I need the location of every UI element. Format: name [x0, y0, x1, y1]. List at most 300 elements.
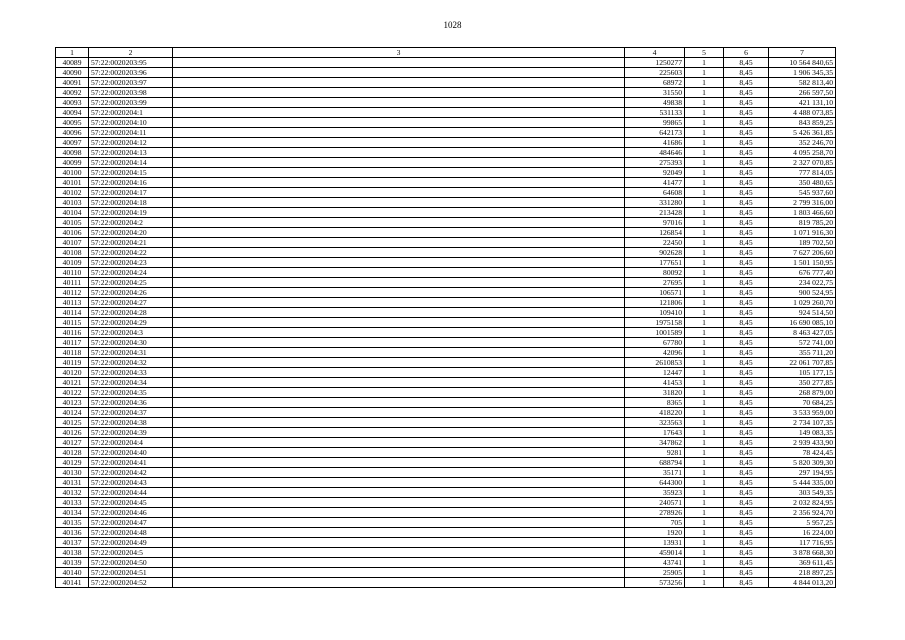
rate-cell: 8,45 — [724, 58, 769, 68]
row-number-cell: 40126 — [56, 428, 89, 438]
rate-cell: 8,45 — [724, 258, 769, 268]
rate-cell: 8,45 — [724, 288, 769, 298]
page-number: 1028 — [443, 20, 462, 30]
coefficient-cell: 1 — [685, 318, 724, 328]
description-cell — [173, 408, 625, 418]
cadastral-value-cell: 924 514,50 — [769, 308, 836, 318]
row-number-cell: 40109 — [56, 258, 89, 268]
cadastral-number-cell: 57:22:0020204:11 — [89, 128, 173, 138]
row-number-cell: 40102 — [56, 188, 89, 198]
table-row — [56, 278, 836, 288]
area-cell: 49838 — [625, 98, 685, 108]
rate-cell: 8,45 — [724, 478, 769, 488]
row-number-cell: 40127 — [56, 438, 89, 448]
description-cell — [173, 58, 625, 68]
row-number-cell: 40101 — [56, 178, 89, 188]
area-cell: 80092 — [625, 268, 685, 278]
coefficient-cell: 1 — [685, 108, 724, 118]
cadastral-value-cell: 676 777,40 — [769, 268, 836, 278]
rate-cell: 8,45 — [724, 548, 769, 558]
area-cell: 278926 — [625, 508, 685, 518]
description-cell — [173, 338, 625, 348]
description-cell — [173, 188, 625, 198]
description-cell — [173, 488, 625, 498]
cadastral-value-cell: 2 734 107,35 — [769, 418, 836, 428]
rate-cell: 8,45 — [724, 308, 769, 318]
coefficient-cell: 1 — [685, 448, 724, 458]
coefficient-cell: 1 — [685, 518, 724, 528]
area-cell: 97016 — [625, 218, 685, 228]
area-cell: 225603 — [625, 68, 685, 78]
row-number-cell: 40094 — [56, 108, 89, 118]
row-number-cell: 40091 — [56, 78, 89, 88]
table-row — [56, 478, 836, 488]
cadastral-number-cell: 57:22:0020204:21 — [89, 238, 173, 248]
area-cell: 642173 — [625, 128, 685, 138]
cadastral-value-cell: 218 897,25 — [769, 568, 836, 578]
coefficient-cell: 1 — [685, 98, 724, 108]
cadastral-number-cell: 57:22:0020204:27 — [89, 298, 173, 308]
row-number-cell: 40135 — [56, 518, 89, 528]
cadastral-number-cell: 57:22:0020204:34 — [89, 378, 173, 388]
table-row — [56, 468, 836, 478]
rate-cell: 8,45 — [724, 68, 769, 78]
cadastral-number-cell: 57:22:0020203:97 — [89, 78, 173, 88]
cadastral-value-cell: 78 424,45 — [769, 448, 836, 458]
area-cell: 109410 — [625, 308, 685, 318]
row-number-cell: 40103 — [56, 198, 89, 208]
rate-cell: 8,45 — [724, 398, 769, 408]
description-cell — [173, 238, 625, 248]
table-row — [56, 98, 836, 108]
table-row — [56, 488, 836, 498]
cadastral-value-cell: 4 844 013,20 — [769, 578, 836, 588]
area-cell: 25905 — [625, 568, 685, 578]
rate-cell: 8,45 — [724, 378, 769, 388]
coefficient-cell: 1 — [685, 538, 724, 548]
table-row — [56, 228, 836, 238]
cadastral-value-cell: 3 533 959,00 — [769, 408, 836, 418]
rate-cell: 8,45 — [724, 218, 769, 228]
column-header-1: 1 — [56, 48, 89, 58]
row-number-cell: 40105 — [56, 218, 89, 228]
cadastral-value-cell: 350 277,85 — [769, 378, 836, 388]
cadastral-value-cell: 70 684,25 — [769, 398, 836, 408]
rate-cell: 8,45 — [724, 568, 769, 578]
cadastral-number-cell: 57:22:0020204:23 — [89, 258, 173, 268]
coefficient-cell: 1 — [685, 258, 724, 268]
area-cell: 17643 — [625, 428, 685, 438]
area-cell: 418220 — [625, 408, 685, 418]
table-row — [56, 358, 836, 368]
coefficient-cell: 1 — [685, 468, 724, 478]
cadastral-number-cell: 57:22:0020204:43 — [89, 478, 173, 488]
cadastral-number-cell: 57:22:0020204:49 — [89, 538, 173, 548]
area-cell: 2610853 — [625, 358, 685, 368]
description-cell — [173, 178, 625, 188]
cadastral-value-cell: 777 814,05 — [769, 168, 836, 178]
description-cell — [173, 528, 625, 538]
coefficient-cell: 1 — [685, 438, 724, 448]
table-row — [56, 388, 836, 398]
cadastral-value-cell: 7 627 206,60 — [769, 248, 836, 258]
cadastral-number-cell: 57:22:0020204:22 — [89, 248, 173, 258]
coefficient-cell: 1 — [685, 238, 724, 248]
description-cell — [173, 508, 625, 518]
cadastral-number-cell: 57:22:0020203:96 — [89, 68, 173, 78]
area-cell: 331280 — [625, 198, 685, 208]
cadastral-value-cell: 2 939 433,90 — [769, 438, 836, 448]
area-cell: 323563 — [625, 418, 685, 428]
cadastral-number-cell: 57:22:0020204:44 — [89, 488, 173, 498]
coefficient-cell: 1 — [685, 368, 724, 378]
row-number-cell: 40107 — [56, 238, 89, 248]
area-cell: 43741 — [625, 558, 685, 568]
cadastral-number-cell: 57:22:0020204:30 — [89, 338, 173, 348]
description-cell — [173, 98, 625, 108]
coefficient-cell: 1 — [685, 118, 724, 128]
cadastral-value-cell: 421 131,10 — [769, 98, 836, 108]
area-cell: 1250277 — [625, 58, 685, 68]
row-number-cell: 40106 — [56, 228, 89, 238]
cadastral-number-cell: 57:22:0020204:24 — [89, 268, 173, 278]
table-row — [56, 58, 836, 68]
description-cell — [173, 458, 625, 468]
coefficient-cell: 1 — [685, 408, 724, 418]
coefficient-cell: 1 — [685, 178, 724, 188]
cadastral-value-cell: 8 463 427,05 — [769, 328, 836, 338]
table-row — [56, 448, 836, 458]
table-row — [56, 68, 836, 78]
cadastral-number-cell: 57:22:0020204:18 — [89, 198, 173, 208]
area-cell: 22450 — [625, 238, 685, 248]
rate-cell: 8,45 — [724, 168, 769, 178]
coefficient-cell: 1 — [685, 88, 724, 98]
table-row — [56, 308, 836, 318]
rate-cell: 8,45 — [724, 128, 769, 138]
cadastral-value-table — [55, 47, 836, 588]
table-row — [56, 148, 836, 158]
description-cell — [173, 438, 625, 448]
area-cell: 8365 — [625, 398, 685, 408]
rate-cell: 8,45 — [724, 98, 769, 108]
description-cell — [173, 228, 625, 238]
rate-cell: 8,45 — [724, 108, 769, 118]
row-number-cell: 40124 — [56, 408, 89, 418]
cadastral-number-cell: 57:22:0020204:1 — [89, 108, 173, 118]
table-row — [56, 258, 836, 268]
rate-cell: 8,45 — [724, 78, 769, 88]
cadastral-number-cell: 57:22:0020204:10 — [89, 118, 173, 128]
description-cell — [173, 268, 625, 278]
cadastral-value-cell: 268 879,00 — [769, 388, 836, 398]
coefficient-cell: 1 — [685, 58, 724, 68]
coefficient-cell: 1 — [685, 228, 724, 238]
row-number-cell: 40110 — [56, 268, 89, 278]
area-cell: 347862 — [625, 438, 685, 448]
description-cell — [173, 568, 625, 578]
row-number-cell: 40119 — [56, 358, 89, 368]
cadastral-value-cell: 1 029 260,70 — [769, 298, 836, 308]
cadastral-number-cell: 57:22:0020204:26 — [89, 288, 173, 298]
cadastral-number-cell: 57:22:0020204:13 — [89, 148, 173, 158]
row-number-cell: 40117 — [56, 338, 89, 348]
cadastral-value-cell: 16 690 085,10 — [769, 318, 836, 328]
table-row — [56, 118, 836, 128]
area-cell: 99865 — [625, 118, 685, 128]
area-cell: 1001589 — [625, 328, 685, 338]
cadastral-value-cell: 189 702,50 — [769, 238, 836, 248]
area-cell: 13931 — [625, 538, 685, 548]
description-cell — [173, 428, 625, 438]
table-row — [56, 348, 836, 358]
coefficient-cell: 1 — [685, 168, 724, 178]
rate-cell: 8,45 — [724, 278, 769, 288]
rate-cell: 8,45 — [724, 208, 769, 218]
cadastral-value-cell: 266 597,50 — [769, 88, 836, 98]
cadastral-value-cell: 297 194,95 — [769, 468, 836, 478]
row-number-cell: 40125 — [56, 418, 89, 428]
description-cell — [173, 128, 625, 138]
cadastral-value-cell: 819 785,20 — [769, 218, 836, 228]
cadastral-number-cell: 57:22:0020204:51 — [89, 568, 173, 578]
coefficient-cell: 1 — [685, 348, 724, 358]
coefficient-cell: 1 — [685, 388, 724, 398]
description-cell — [173, 208, 625, 218]
table-row — [56, 128, 836, 138]
description-cell — [173, 198, 625, 208]
cadastral-value-cell: 5 957,25 — [769, 518, 836, 528]
rate-cell: 8,45 — [724, 408, 769, 418]
table-row — [56, 78, 836, 88]
cadastral-number-cell: 57:22:0020204:5 — [89, 548, 173, 558]
table-row — [56, 458, 836, 468]
area-cell: 42096 — [625, 348, 685, 358]
description-cell — [173, 448, 625, 458]
cadastral-value-cell: 5 426 361,85 — [769, 128, 836, 138]
cadastral-value-cell: 117 716,95 — [769, 538, 836, 548]
coefficient-cell: 1 — [685, 218, 724, 228]
coefficient-cell: 1 — [685, 418, 724, 428]
row-number-cell: 40134 — [56, 508, 89, 518]
rate-cell: 8,45 — [724, 468, 769, 478]
row-number-cell: 40095 — [56, 118, 89, 128]
description-cell — [173, 258, 625, 268]
rate-cell: 8,45 — [724, 498, 769, 508]
area-cell: 35171 — [625, 468, 685, 478]
cadastral-number-cell: 57:22:0020204:3 — [89, 328, 173, 338]
cadastral-number-cell: 57:22:0020204:31 — [89, 348, 173, 358]
table-row — [56, 578, 836, 588]
cadastral-number-cell: 57:22:0020204:33 — [89, 368, 173, 378]
table-row — [56, 378, 836, 388]
cadastral-value-cell: 5 820 309,30 — [769, 458, 836, 468]
coefficient-cell: 1 — [685, 128, 724, 138]
table-row — [56, 208, 836, 218]
description-cell — [173, 518, 625, 528]
cadastral-number-cell: 57:22:0020204:47 — [89, 518, 173, 528]
rate-cell: 8,45 — [724, 418, 769, 428]
table-row — [56, 558, 836, 568]
cadastral-value-cell: 234 022,75 — [769, 278, 836, 288]
coefficient-cell: 1 — [685, 528, 724, 538]
rate-cell: 8,45 — [724, 368, 769, 378]
cadastral-number-cell: 57:22:0020204:2 — [89, 218, 173, 228]
table-row — [56, 398, 836, 408]
column-header-5: 5 — [685, 48, 724, 58]
cadastral-number-cell: 57:22:0020204:29 — [89, 318, 173, 328]
rate-cell: 8,45 — [724, 328, 769, 338]
rate-cell: 8,45 — [724, 138, 769, 148]
description-cell — [173, 548, 625, 558]
coefficient-cell: 1 — [685, 488, 724, 498]
coefficient-cell: 1 — [685, 398, 724, 408]
table-row — [56, 428, 836, 438]
row-number-cell: 40128 — [56, 448, 89, 458]
row-number-cell: 40096 — [56, 128, 89, 138]
row-number-cell: 40104 — [56, 208, 89, 218]
row-number-cell: 40097 — [56, 138, 89, 148]
cadastral-value-cell: 4 095 258,70 — [769, 148, 836, 158]
description-cell — [173, 118, 625, 128]
cadastral-number-cell: 57:22:0020204:40 — [89, 448, 173, 458]
area-cell: 12447 — [625, 368, 685, 378]
description-cell — [173, 478, 625, 488]
description-cell — [173, 88, 625, 98]
table-row — [56, 198, 836, 208]
description-cell — [173, 558, 625, 568]
area-cell: 240571 — [625, 498, 685, 508]
cadastral-number-cell: 57:22:0020204:15 — [89, 168, 173, 178]
cadastral-number-cell: 57:22:0020204:36 — [89, 398, 173, 408]
table-row — [56, 508, 836, 518]
table-row — [56, 368, 836, 378]
rate-cell: 8,45 — [724, 178, 769, 188]
area-cell: 31550 — [625, 88, 685, 98]
row-number-cell: 40114 — [56, 308, 89, 318]
area-cell: 31820 — [625, 388, 685, 398]
cadastral-value-cell: 355 711,20 — [769, 348, 836, 358]
coefficient-cell: 1 — [685, 188, 724, 198]
area-cell: 688794 — [625, 458, 685, 468]
description-cell — [173, 78, 625, 88]
coefficient-cell: 1 — [685, 208, 724, 218]
coefficient-cell: 1 — [685, 548, 724, 558]
cadastral-number-cell: 57:22:0020203:95 — [89, 58, 173, 68]
column-header-3: 3 — [173, 48, 625, 58]
table-row — [56, 328, 836, 338]
row-number-cell: 40116 — [56, 328, 89, 338]
cadastral-number-cell: 57:22:0020204:32 — [89, 358, 173, 368]
description-cell — [173, 418, 625, 428]
rate-cell: 8,45 — [724, 438, 769, 448]
area-cell: 35923 — [625, 488, 685, 498]
cadastral-number-cell: 57:22:0020204:38 — [89, 418, 173, 428]
cadastral-number-cell: 57:22:0020204:50 — [89, 558, 173, 568]
row-number-cell: 40139 — [56, 558, 89, 568]
area-cell: 573256 — [625, 578, 685, 588]
description-cell — [173, 138, 625, 148]
area-cell: 275393 — [625, 158, 685, 168]
row-number-cell: 40131 — [56, 478, 89, 488]
table-row — [56, 438, 836, 448]
coefficient-cell: 1 — [685, 78, 724, 88]
cadastral-value-cell: 22 061 707,85 — [769, 358, 836, 368]
cadastral-number-cell: 57:22:0020204:14 — [89, 158, 173, 168]
description-cell — [173, 68, 625, 78]
rate-cell: 8,45 — [724, 348, 769, 358]
row-number-cell: 40093 — [56, 98, 89, 108]
cadastral-number-cell: 57:22:0020204:28 — [89, 308, 173, 318]
row-number-cell: 40108 — [56, 248, 89, 258]
coefficient-cell: 1 — [685, 568, 724, 578]
coefficient-cell: 1 — [685, 138, 724, 148]
description-cell — [173, 348, 625, 358]
row-number-cell: 40138 — [56, 548, 89, 558]
rate-cell: 8,45 — [724, 318, 769, 328]
area-cell: 68972 — [625, 78, 685, 88]
cadastral-value-cell: 350 480,65 — [769, 178, 836, 188]
rate-cell: 8,45 — [724, 198, 769, 208]
rate-cell: 8,45 — [724, 358, 769, 368]
rate-cell: 8,45 — [724, 298, 769, 308]
coefficient-cell: 1 — [685, 578, 724, 588]
area-cell: 64608 — [625, 188, 685, 198]
row-number-cell: 40100 — [56, 168, 89, 178]
coefficient-cell: 1 — [685, 268, 724, 278]
cadastral-number-cell: 57:22:0020204:4 — [89, 438, 173, 448]
coefficient-cell: 1 — [685, 428, 724, 438]
description-cell — [173, 218, 625, 228]
table-row — [56, 188, 836, 198]
coefficient-cell: 1 — [685, 338, 724, 348]
area-cell: 177651 — [625, 258, 685, 268]
row-number-cell: 40111 — [56, 278, 89, 288]
area-cell: 484646 — [625, 148, 685, 158]
coefficient-cell: 1 — [685, 308, 724, 318]
description-cell — [173, 328, 625, 338]
row-number-cell: 40113 — [56, 298, 89, 308]
cadastral-value-cell: 2 356 924,70 — [769, 508, 836, 518]
row-number-cell: 40140 — [56, 568, 89, 578]
row-number-cell: 40123 — [56, 398, 89, 408]
coefficient-cell: 1 — [685, 358, 724, 368]
cadastral-number-cell: 57:22:0020204:37 — [89, 408, 173, 418]
rate-cell: 8,45 — [724, 118, 769, 128]
coefficient-cell: 1 — [685, 148, 724, 158]
cadastral-value-cell: 582 813,40 — [769, 78, 836, 88]
coefficient-cell: 1 — [685, 298, 724, 308]
row-number-cell: 40141 — [56, 578, 89, 588]
table-row — [56, 108, 836, 118]
cadastral-value-cell: 545 937,60 — [769, 188, 836, 198]
column-header-6: 6 — [724, 48, 769, 58]
table-row — [56, 288, 836, 298]
cadastral-number-cell: 57:22:0020204:46 — [89, 508, 173, 518]
rate-cell: 8,45 — [724, 338, 769, 348]
rate-cell: 8,45 — [724, 238, 769, 248]
table-row — [56, 248, 836, 258]
area-cell: 41477 — [625, 178, 685, 188]
table-row — [56, 268, 836, 278]
table-row — [56, 138, 836, 148]
cadastral-value-cell: 5 444 335,00 — [769, 478, 836, 488]
area-cell: 106571 — [625, 288, 685, 298]
row-number-cell: 40092 — [56, 88, 89, 98]
cadastral-number-cell: 57:22:0020204:16 — [89, 178, 173, 188]
rate-cell: 8,45 — [724, 268, 769, 278]
rate-cell: 8,45 — [724, 518, 769, 528]
